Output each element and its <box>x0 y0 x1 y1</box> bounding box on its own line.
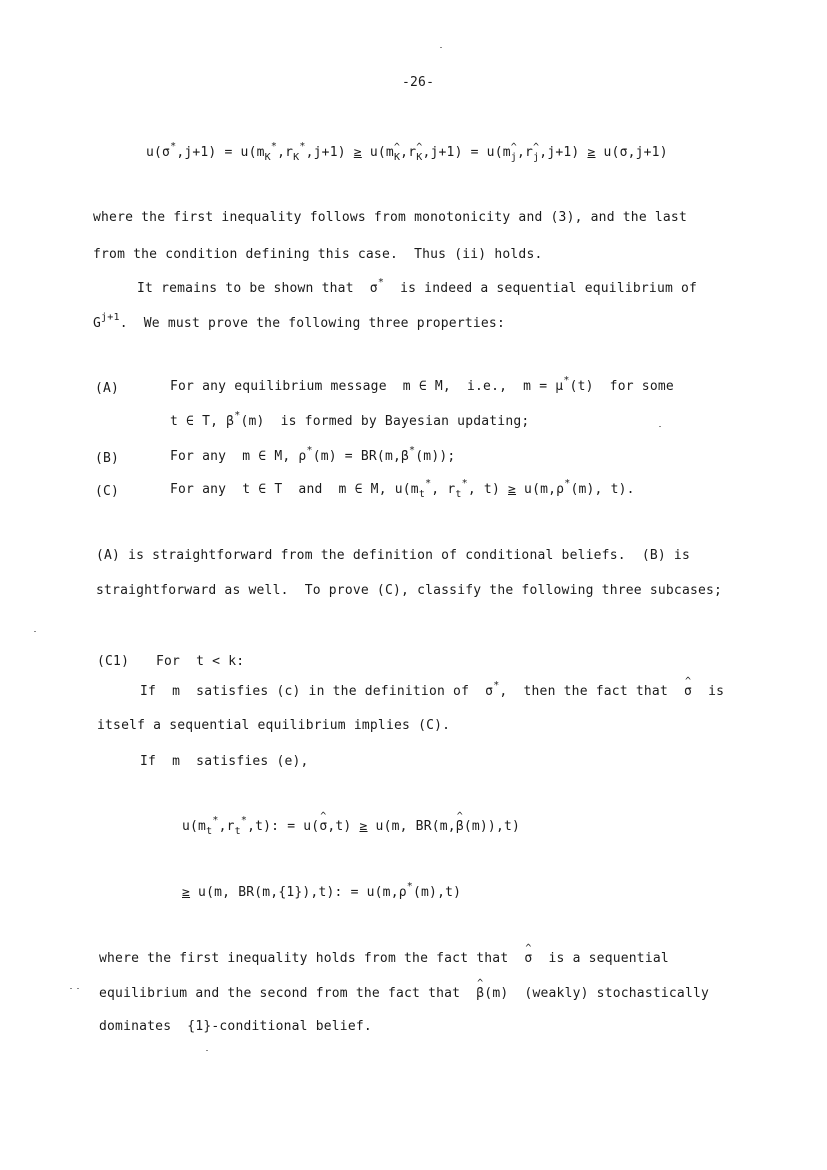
property-b-line: For any m ∈ M, ρ*(m) = BR(m,β*(m)); <box>170 445 456 464</box>
subcase-c1-line-2: itself a sequential equilibrium implies (C). <box>97 718 451 733</box>
scan-speck <box>659 426 661 427</box>
paragraph-3-line-2: straightforward as well. To prove (C), classify the following three subcases; <box>96 583 723 598</box>
scan-speck <box>70 988 72 989</box>
page-number: -26- <box>402 75 435 90</box>
property-c-line: For any t ∈ T and m ∈ M, $u(m_t^*$, $r_t^*$, t) ≥ u(m,ρ*(m), t). <box>170 478 635 500</box>
paragraph-4-line-2: equilibrium and the second from the fact that ^ β(m) (weakly) stochastically <box>99 985 709 1003</box>
property-a-label: (A) <box>95 381 120 396</box>
property-a-line-1: For any equilibrium message m ∈ M, i.e., m = μ*(t) for some <box>170 375 674 394</box>
paragraph-2-line-1: It remains to be shown that σ* is indeed a sequential equilibrium of <box>137 277 698 296</box>
subcase-c1-line-3: If m satisfies (e), <box>140 754 309 769</box>
scan-speck <box>34 631 36 632</box>
equation-1: $u(\sigma^*,j+1) = u(m_K^*,r_K^*,j+1) \ge u(m_K,r_K,j+1) = u(m_j,r_j,j+1) \ge u(\sigma,j+1)$ <box>146 141 668 163</box>
equation-3: ≥ u(m, BR(m,{1}),t): = u(m,ρ*(m),t) <box>182 881 462 900</box>
paragraph-1-line-1: where the first inequality follows from monotonicity and (3), and the last <box>93 210 687 225</box>
equation-2: $u(m_t^*,r_t^*,t)$: = u(^ σ,t) ≥ u(m, BR(m,^ β(m)),t) <box>182 818 520 836</box>
paragraph-1-line-2: from the condition defining this case. Thus (ii) holds. <box>93 247 543 262</box>
subcase-c1-label: (C1) <box>97 654 130 669</box>
property-c-label: (C) <box>95 484 120 499</box>
scan-speck <box>206 1050 208 1051</box>
scan-speck <box>77 988 79 989</box>
property-a-line-2: t ∈ T, β*(m) is formed by Bayesian updating; <box>170 410 530 429</box>
scan-speck <box>440 47 442 48</box>
property-b-label: (B) <box>95 451 120 466</box>
paragraph-2-line-2: $G^{j+1}$. We must prove the following three properties: <box>93 312 505 331</box>
paragraph-4-line-1: where the first inequality holds from the fact that ^ σ is a sequential <box>99 950 669 968</box>
subcase-c1-heading: For t < k: <box>156 654 245 669</box>
subcase-c1-line-1: If m satisfies (c) in the definition of σ*, then the fact that ^ σ is <box>140 683 724 701</box>
paragraph-4-line-3: dominates {1}-conditional belief. <box>99 1019 372 1034</box>
paragraph-3-line-1: (A) is straightforward from the definition of conditional beliefs. (B) is <box>96 548 690 563</box>
